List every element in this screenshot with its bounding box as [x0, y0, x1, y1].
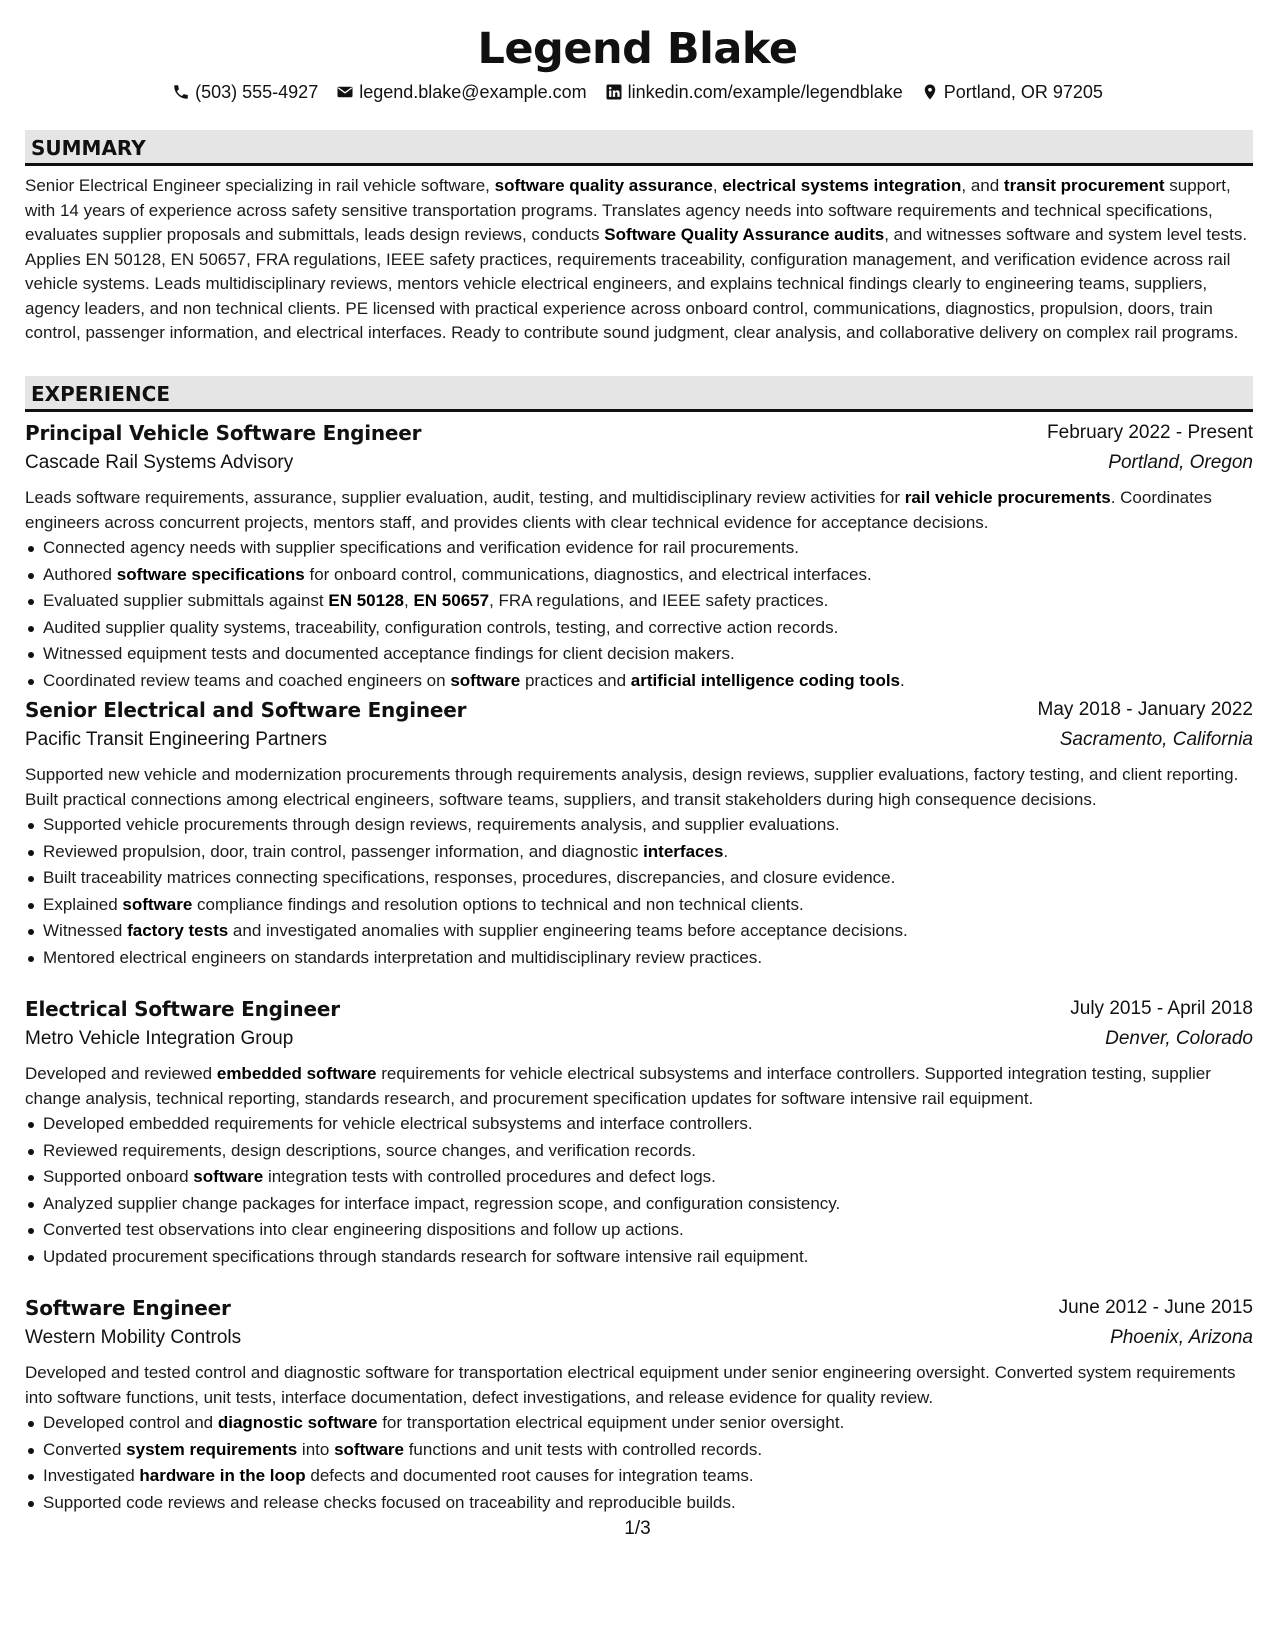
job-location: Portland, Oregon [1108, 452, 1253, 473]
contact-phone [172, 80, 318, 104]
text-run: Senior Electrical Engineer specializing in rail vehicle software, [25, 176, 495, 195]
text-run: Audited supplier quality systems, traceability, configuration controls, testing, and corrective action records. [43, 617, 839, 637]
job-description [25, 763, 1253, 812]
bullet-item [25, 865, 1253, 892]
email-text[interactable]: legend.blake@example.com [359, 82, 587, 102]
envelope-icon [336, 83, 354, 101]
job-dates: May 2018 - January 2022 [1037, 699, 1253, 720]
text-run: , FRA regulations, and IEEE safety practices. [489, 591, 829, 610]
bold-phrase: software [193, 1167, 264, 1186]
job-company: Cascade Rail Systems Advisory [25, 452, 294, 473]
bold-phrase: transit procurement [1003, 176, 1165, 195]
bold-phrase: diagnostic software [217, 1413, 378, 1432]
text-run: Developed and reviewed [25, 1064, 217, 1083]
bold-phrase: software [334, 1439, 404, 1459]
text-run: requirements for vehicle electrical subsystems and interface controllers. Supported integration testing, supplier change analysis, technical reporting, standards research, and procurement specification updates for software intensive rail equipment. [25, 1064, 1211, 1108]
job-entry [25, 994, 1253, 1270]
text-run: Mentored electrical engineers on standards interpretation and multidisciplinary review practices. [43, 947, 763, 967]
bold-phrase: embedded software [216, 1064, 377, 1083]
bold-phrase: system requirements [126, 1439, 298, 1459]
text-run: support, with 14 years of experience across safety sensitive transportation programs. Translates agency needs into software requirements and technical specifications, evaluates supplier proposals and submittals, leads design reviews, conducts [25, 176, 1231, 244]
map-marker-icon [921, 83, 939, 101]
page-number: 1/3 [624, 1518, 651, 1539]
bullet-item [25, 1410, 1253, 1437]
text-run: into [297, 1439, 335, 1459]
experience-section-header [25, 376, 1253, 412]
summary-text [25, 174, 1253, 346]
bold-phrase: rail vehicle procurements [904, 488, 1111, 507]
bullet-item [25, 535, 1253, 562]
text-run: and investigated anomalies with supplier engineering teams before acceptance decisions. [228, 921, 908, 940]
phone-text: (503) 555-4927 [195, 82, 319, 102]
bullet-item [25, 892, 1253, 919]
bullet-item [25, 812, 1253, 839]
text-run: Coordinated review teams and coached engineers on [43, 670, 451, 690]
text-run: Leads software requirements, assurance, supplier evaluation, audit, testing, and multidisciplinary review activities for [25, 488, 905, 507]
bold-phrase: factory tests [127, 921, 229, 940]
bold-phrase: Software Quality Assurance audits [604, 225, 885, 244]
job-title: Senior Electrical and Software Engineer [25, 698, 467, 722]
bullet-item [25, 562, 1253, 589]
text-run: Connected agency needs with supplier specifications and verification evidence for rail procurements. [43, 538, 799, 557]
bold-phrase: hardware in the loop [139, 1466, 306, 1485]
contact-linkedin[interactable] [605, 80, 903, 104]
bullet-item [25, 945, 1253, 972]
text-run: Reviewed propulsion, door, train control, passenger information, and diagnostic [43, 841, 644, 861]
text-run: Reviewed requirements, design descriptions, source changes, and verification records. [43, 1140, 696, 1160]
contact-bar [0, 80, 1275, 104]
bullet-item [25, 588, 1253, 615]
phone-icon [172, 83, 190, 101]
text-run: , [404, 591, 414, 610]
linkedin-text[interactable]: linkedin.com/example/legendblake [627, 82, 903, 102]
text-run: integration tests with controlled procedures and defect logs. [263, 1167, 716, 1186]
bold-phrase: software quality assurance [494, 176, 713, 195]
experience-heading: EXPERIENCE [31, 382, 170, 406]
job-title: Electrical Software Engineer [25, 997, 340, 1021]
bold-phrase: electrical systems integration [722, 176, 962, 195]
bullet-item [25, 1437, 1253, 1464]
bullet-item [25, 641, 1253, 668]
text-run: Supported new vehicle and modernization procurements through requirements analysis, design reviews, supplier evaluations, factory testing, and client reporting. Built practical connections among electrical engineers, software teams, suppliers, and transit stakeholders during high consequence decisions. [25, 765, 1239, 809]
text-run: , and witnesses software and system level tests. Applies EN 50128, EN 50657, FRA regulations, IEEE safety practices, requirements traceability, configuration management, and verification evidence across rail vehicle systems. Leads multidisciplinary reviews, mentors vehicle electrical engineers, and explains technical findings clearly to engineering teams, suppliers, agency leaders, and non technical clients. PE licensed with practical experience across onboard control, communications, diagnostics, propulsion, doors, train control, passenger information, and electrical interfaces. Ready to contribute sound judgment, clear analysis, and collaborative delivery on complex rail programs. [25, 225, 1248, 342]
linkedin-icon [605, 83, 623, 101]
text-run: Witnessed equipment tests and documented acceptance findings for client decision makers. [43, 644, 735, 663]
bullet-item [25, 1191, 1253, 1218]
text-run: Supported onboard [43, 1167, 194, 1186]
job-location: Sacramento, California [1059, 729, 1253, 750]
text-run: Explained [43, 894, 123, 914]
bullet-item [25, 1217, 1253, 1244]
job-entry [25, 695, 1253, 971]
text-run: functions and unit tests with controlled records. [403, 1439, 763, 1459]
bold-phrase: EN 50657 [413, 591, 490, 610]
job-title: Software Engineer [25, 1296, 231, 1320]
text-run: Converted [43, 1439, 127, 1459]
contact-email[interactable] [336, 80, 586, 104]
bold-phrase: artificial intelligence coding tools [630, 670, 901, 690]
text-run: Investigated [43, 1466, 140, 1485]
job-company: Metro Vehicle Integration Group [25, 1028, 294, 1049]
text-run: , and [961, 176, 1004, 195]
text-run: Built traceability matrices connecting specifications, responses, procedures, discrepancies, and closure evidence. [43, 868, 896, 887]
text-run: practices and [520, 670, 631, 690]
bullet-item [25, 668, 1253, 695]
job-dates: July 2015 - April 2018 [1070, 998, 1253, 1019]
text-run: Updated procurement specifications through standards research for software intensive rail equipment. [43, 1246, 809, 1266]
bullet-item [25, 839, 1253, 866]
text-run: Converted test observations into clear engineering dispositions and follow up actions. [43, 1220, 684, 1239]
job-entry [25, 418, 1253, 694]
bullet-item [25, 918, 1253, 945]
bold-phrase: software specifications [116, 564, 305, 584]
job-bullets [25, 812, 1253, 971]
bold-phrase: interfaces [643, 841, 724, 861]
job-description [25, 1062, 1253, 1111]
bullet-item [25, 1164, 1253, 1191]
bullet-item [25, 1463, 1253, 1490]
bullet-item [25, 1244, 1253, 1271]
job-description [25, 486, 1253, 535]
text-run: . Coordinates engineers across concurrent projects, mentors staff, and provides clients with clear technical evidence for acceptance decisions. [25, 488, 1212, 532]
bold-phrase: software [450, 670, 521, 690]
job-company: Pacific Transit Engineering Partners [25, 729, 328, 750]
text-run: Developed control and [43, 1413, 218, 1432]
text-run: Supported code reviews and release checks focused on traceability and reproducible builds. [43, 1492, 736, 1512]
job-dates: June 2012 - June 2015 [1058, 1297, 1253, 1318]
job-location: Phoenix, Arizona [1110, 1327, 1253, 1348]
text-run: Evaluated supplier submittals against [43, 591, 329, 610]
text-run: for onboard control, communications, diagnostics, and electrical interfaces. [304, 564, 872, 584]
job-description [25, 1361, 1253, 1410]
bullet-item [25, 1111, 1253, 1138]
bullet-item [25, 615, 1253, 642]
text-run: , [712, 176, 723, 195]
job-company: Western Mobility Controls [25, 1327, 242, 1348]
text-run: Supported vehicle procurements through design reviews, requirements analysis, and supplier evaluations. [43, 815, 840, 834]
bold-phrase: software [122, 894, 193, 914]
summary-section-header [25, 130, 1253, 166]
job-entry [25, 1293, 1253, 1516]
text-run: compliance findings and resolution options to technical and non technical clients. [192, 894, 804, 914]
text-run: . [900, 670, 905, 690]
job-title: Principal Vehicle Software Engineer [25, 421, 422, 445]
text-run: Analyzed supplier change packages for interface impact, regression scope, and configuration consistency. [43, 1193, 841, 1213]
job-bullets [25, 1111, 1253, 1270]
text-run: for transportation electrical equipment under senior oversight. [377, 1413, 845, 1432]
summary-heading: SUMMARY [31, 136, 146, 160]
text-run: . [723, 841, 729, 861]
job-dates: February 2022 - Present [1047, 422, 1253, 443]
text-run: Developed and tested control and diagnostic software for transportation electrical equipment under senior engineering oversight. Converted system requirements into software functions, unit tests, interface documentation, defect investigations, and release evidence for quality review. [25, 1363, 1236, 1407]
job-location: Denver, Colorado [1105, 1028, 1253, 1049]
text-run: Authored [43, 564, 117, 584]
text-run: Developed embedded requirements for vehicle electrical subsystems and interface controllers. [43, 1114, 753, 1133]
job-bullets [25, 1410, 1253, 1516]
text-run: Witnessed [43, 921, 128, 940]
job-bullets [25, 535, 1253, 694]
contact-location [921, 80, 1103, 104]
bold-phrase: EN 50128 [328, 591, 405, 610]
bullet-item [25, 1138, 1253, 1165]
location-text: Portland, OR 97205 [943, 82, 1103, 102]
text-run: defects and documented root causes for integration teams. [305, 1466, 754, 1485]
candidate-name: Legend Blake [477, 24, 798, 74]
bullet-item [25, 1490, 1253, 1517]
